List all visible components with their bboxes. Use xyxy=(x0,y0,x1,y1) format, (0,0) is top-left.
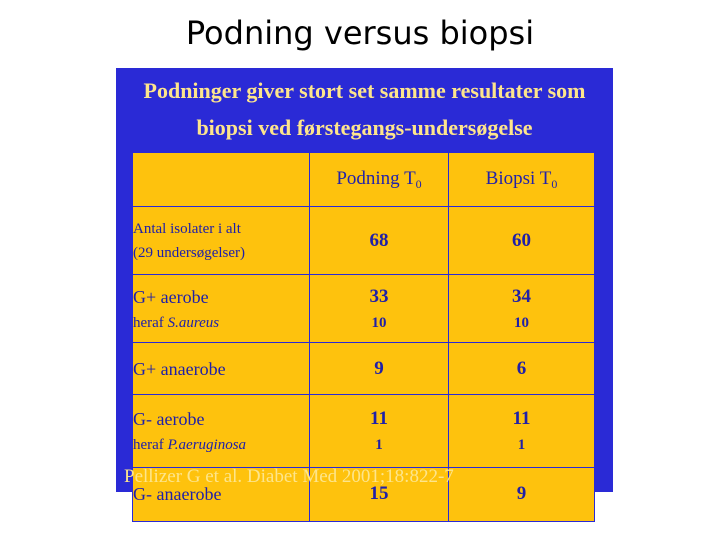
biopsi-subvalue: 10 xyxy=(514,314,529,331)
podning-value: 33 xyxy=(369,285,389,307)
biopsi-value: 11 xyxy=(512,407,531,429)
podning-value: 68 xyxy=(369,229,389,251)
podning-value: 11 xyxy=(370,407,388,429)
table-header-row xyxy=(133,153,595,207)
row-label: G- aerobe xyxy=(133,408,205,429)
row-label-cell xyxy=(133,207,310,275)
biopsi-value: 60 xyxy=(512,229,531,251)
podning-cell xyxy=(310,343,449,395)
biopsi-value: 6 xyxy=(516,357,527,379)
row-sublabel-prefix: heraf xyxy=(133,436,168,453)
citation: Pellizer G et al. Diabet Med 2001;18:822-7 xyxy=(124,466,454,487)
row-sublabel-organism: P.aeruginosa xyxy=(167,436,247,453)
row-label: G- anaerobe xyxy=(133,484,222,505)
header-empty-cell xyxy=(133,153,310,207)
row-label-cell xyxy=(133,395,310,468)
row-sublabel-organism: S.aureus xyxy=(167,314,220,331)
row-label: Antal isolater i alt xyxy=(133,220,241,237)
header-podning-subscript: 0 xyxy=(415,176,422,191)
header-biopsi-subscript: 0 xyxy=(551,176,558,191)
panel-heading-line-2: biopsi ved førstegangs-undersøgelse xyxy=(196,115,533,140)
row-sublabel xyxy=(133,311,309,335)
table-row xyxy=(133,343,595,395)
table-row xyxy=(133,207,595,275)
biopsi-subvalue: 1 xyxy=(517,436,526,453)
biopsi-value: 34 xyxy=(512,285,531,307)
header-podning-text: Podning T xyxy=(336,167,416,189)
header-biopsi-text: Biopsi T xyxy=(485,167,552,189)
biopsi-cell xyxy=(449,395,595,468)
podning-cell xyxy=(310,207,449,275)
panel-heading-line-1: Podninger giver stort set samme resultater som xyxy=(143,78,586,103)
row-label: G+ aerobe xyxy=(133,286,209,307)
row-sublabel-prefix: heraf xyxy=(133,314,168,331)
table-row xyxy=(133,275,595,343)
row-note: (29 undersøgelser) xyxy=(133,244,246,261)
biopsi-cell xyxy=(449,343,595,395)
slide-title: Podning versus biopsi xyxy=(185,14,535,52)
row-sublabel xyxy=(133,433,309,457)
podning-cell xyxy=(310,275,449,343)
table-row xyxy=(133,395,595,468)
row-label-cell xyxy=(133,343,310,395)
podning-subvalue: 1 xyxy=(375,436,383,453)
podning-value: 15 xyxy=(369,483,389,505)
podning-value: 9 xyxy=(374,357,384,379)
row-label-cell xyxy=(133,275,310,343)
biopsi-cell xyxy=(449,207,595,275)
content-panel xyxy=(116,68,613,505)
podning-subvalue: 10 xyxy=(371,314,387,331)
biopsi-cell xyxy=(449,275,595,343)
header-biopsi xyxy=(449,153,595,207)
row-label: G+ anaerobe xyxy=(133,358,226,379)
header-podning xyxy=(310,153,449,207)
panel-heading xyxy=(116,72,613,146)
biopsi-value: 9 xyxy=(516,483,527,505)
podning-cell xyxy=(310,395,449,468)
